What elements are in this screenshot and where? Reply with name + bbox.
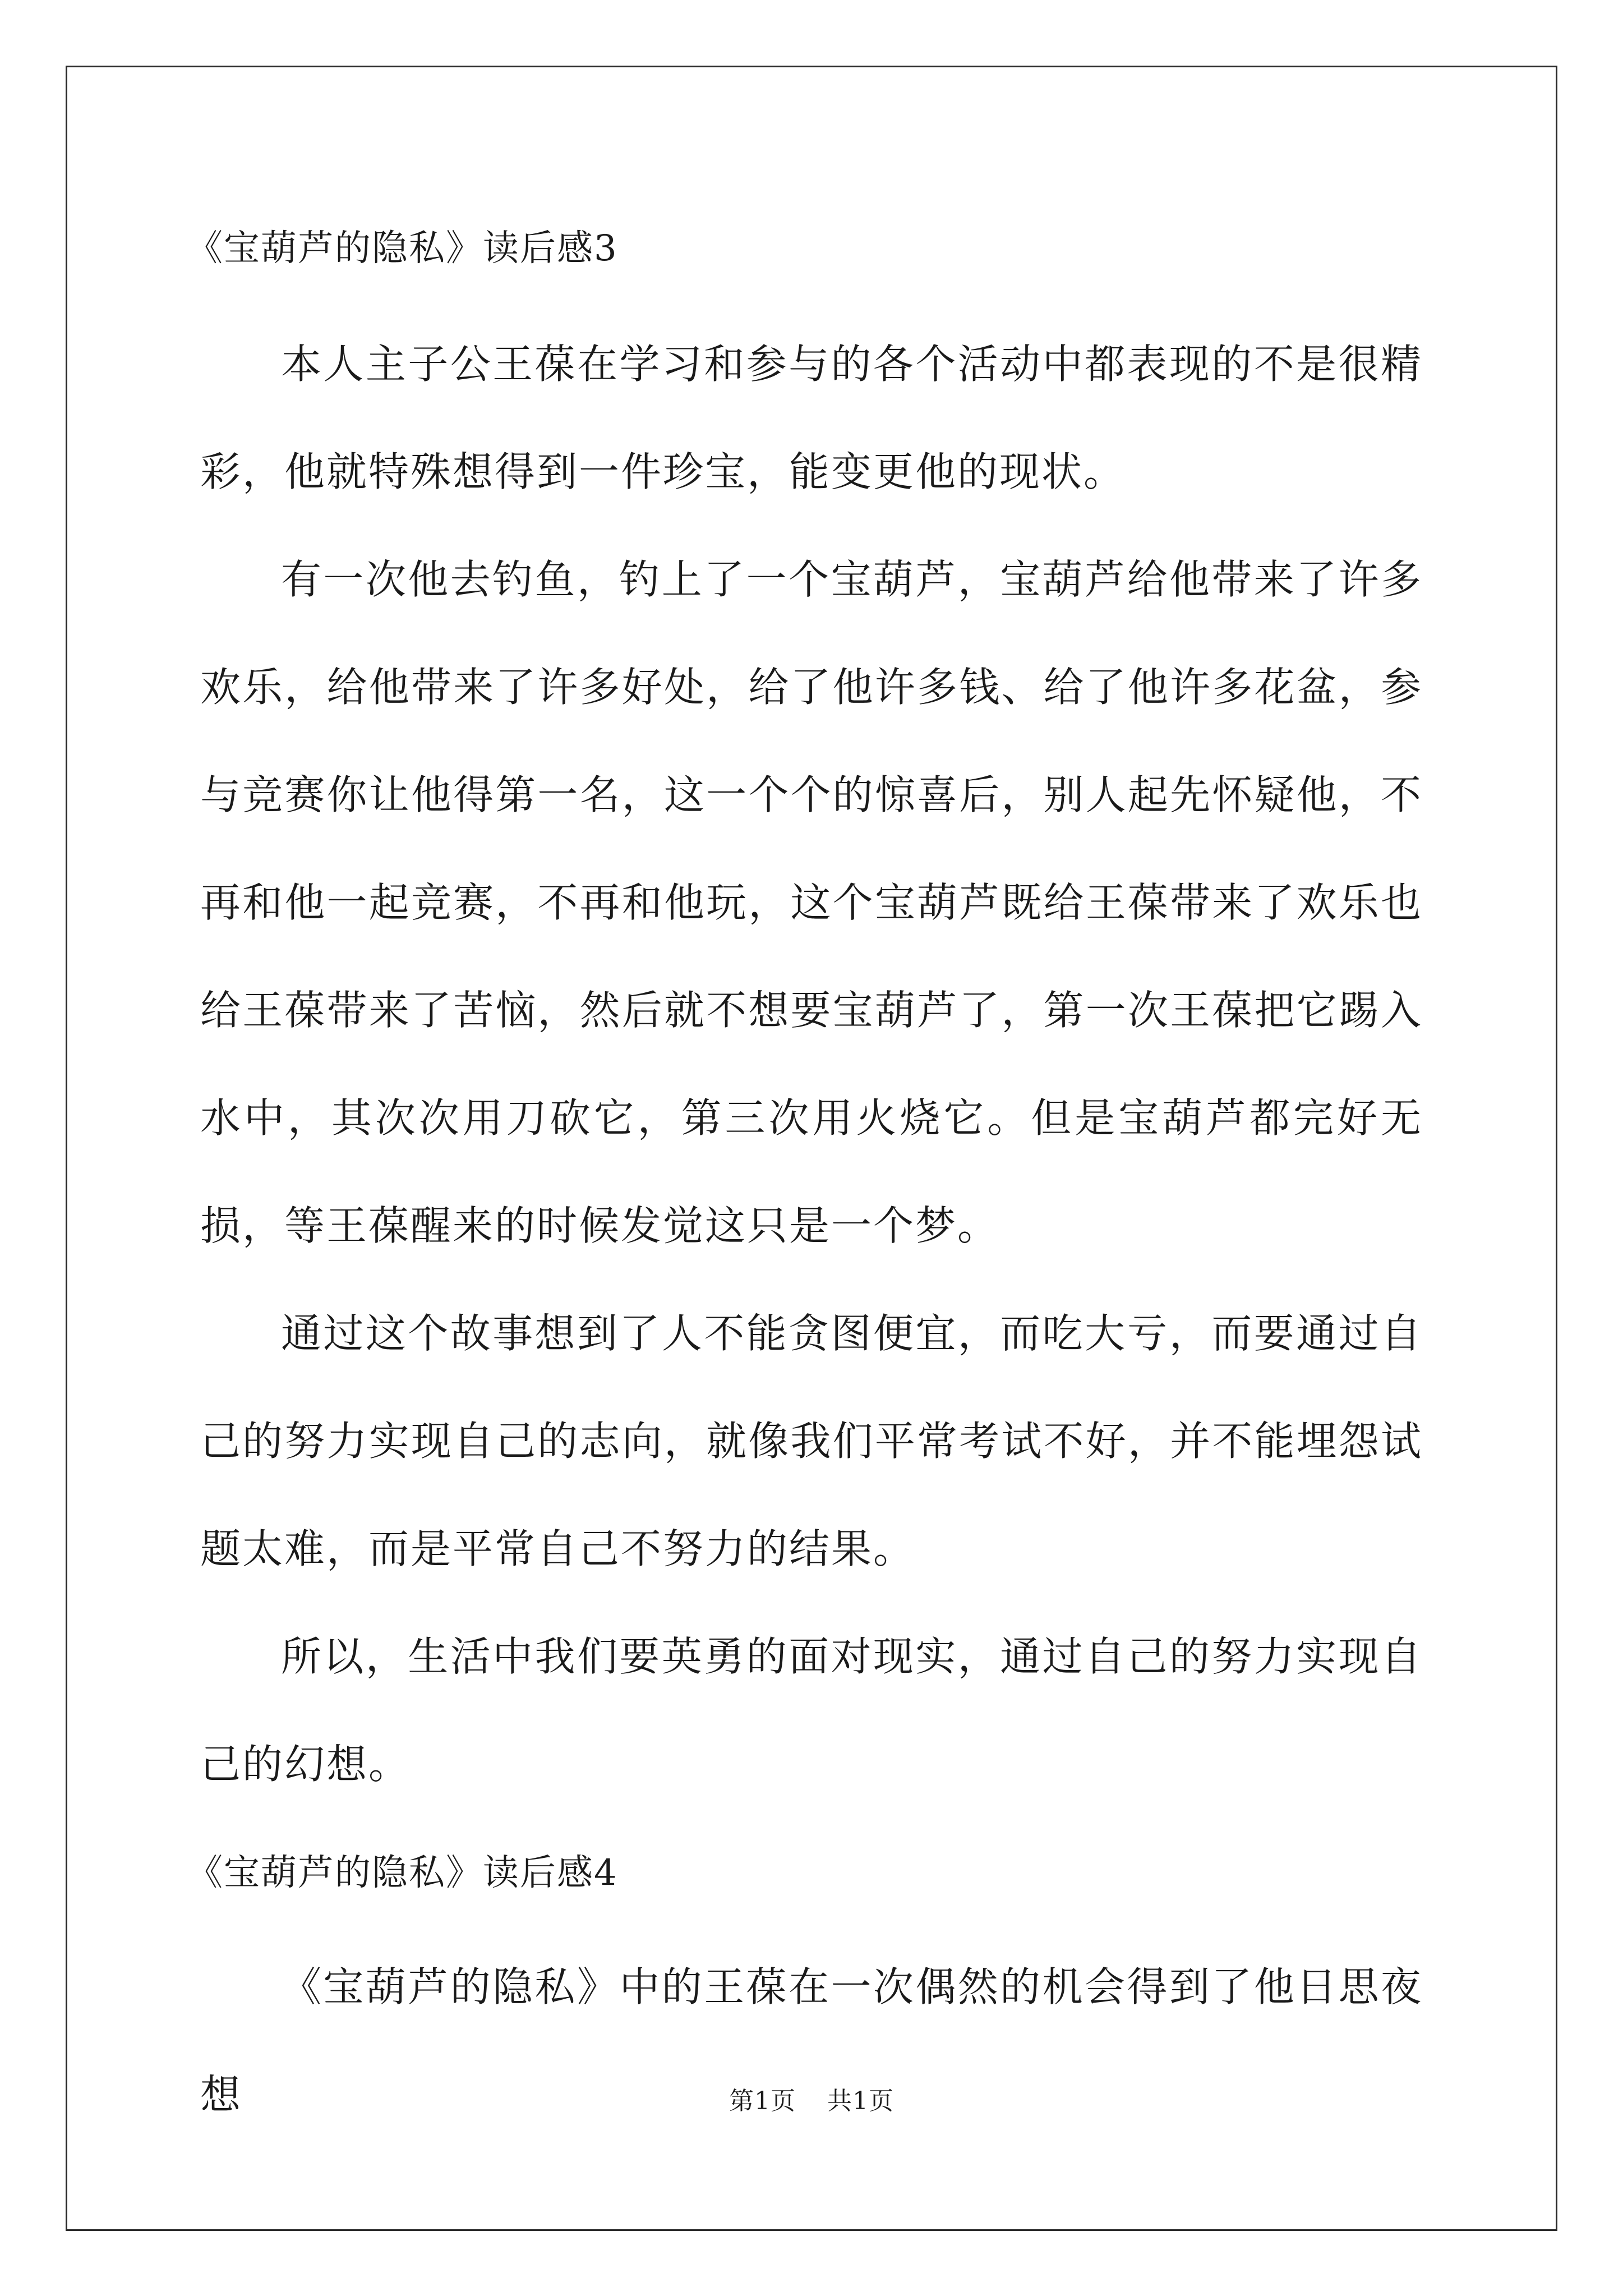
paragraph: 通过这个故事想到了人不能贪图便宜，而吃大亏，而要通过自己的努力实现自己的志向，就像我们平常考试不好，并不能埋怨试题太难，而是平常自己不努力的结果。 <box>200 1310 1423 1572</box>
paragraph: 《宝葫芦的隐私》中的王葆在一次偶然的机会得到了他日思夜想 <box>200 1963 1423 2118</box>
page-footer <box>0 2086 1623 2117</box>
page-number: 第1页 <box>729 2087 796 2115</box>
document-body <box>187 208 1423 2148</box>
paragraph: 所以，生活中我们要英勇的面对现实，通过自己的努力实现自己的幻想。 <box>200 1633 1423 1788</box>
paragraph: 有一次他去钓鱼，钓上了一个宝葫芦，宝葫芦给他带来了许多欢乐，给他带来了许多好处，给了他许多钱、给了他许多花盆，参与竞赛你让他得第一名，这一个个的惊喜后，别人起先怀疑他，不再和他一起竞赛，不再和他玩，这个宝葫芦既给王葆带来了欢乐也给王葆带来了苦恼，然后就不想要宝葫芦了，第一次王葆把它踢入水中，其次次用刀砍它，第三次用火烧它。但是宝葫芦都完好无损，等王葆醒来的时候发觉这只是一个梦。 <box>200 556 1423 1249</box>
section-heading: 《宝葫芦的隐私》读后感4 <box>187 1852 618 1894</box>
page-count: 共1页 <box>827 2087 894 2115</box>
paragraph: 本人主子公王葆在学习和参与的各个活动中都表现的不是很精彩，他就特殊想得到一件珍宝，能变更他的现状。 <box>200 341 1423 495</box>
section-heading: 《宝葫芦的隐私》读后感3 <box>187 228 618 269</box>
